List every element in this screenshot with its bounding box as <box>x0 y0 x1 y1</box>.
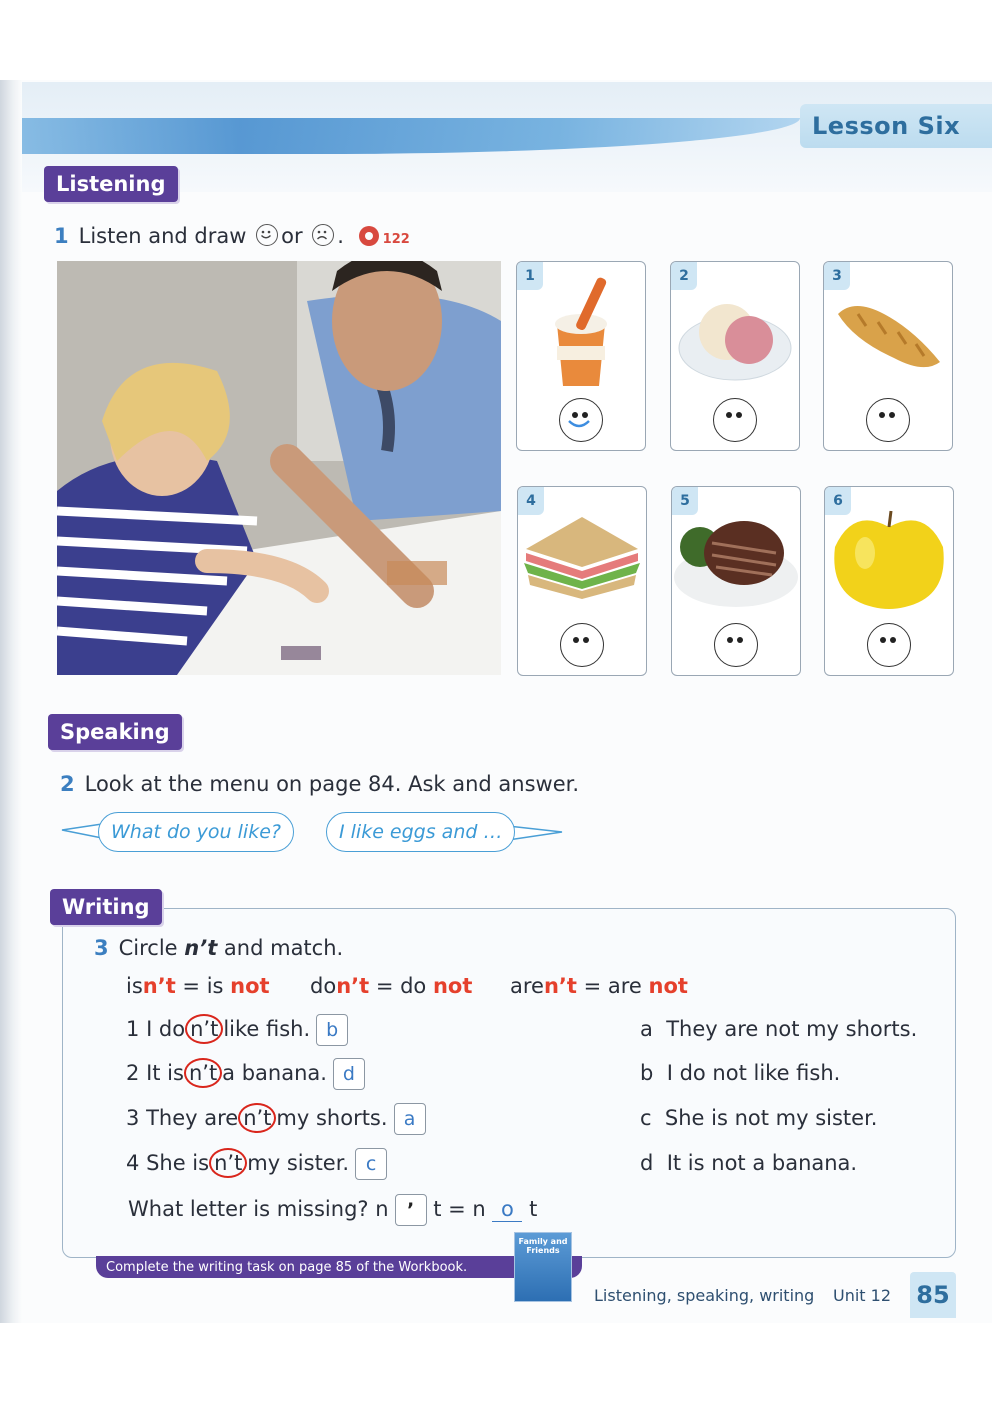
answer-box[interactable]: c <box>355 1148 387 1180</box>
sentence-4: 4 She is n’t my sister. c <box>126 1148 387 1180</box>
unit-label: Unit 12 <box>833 1286 892 1305</box>
listening-label: Listening <box>44 166 178 202</box>
circled-contraction[interactable]: n’t <box>209 1148 247 1178</box>
circled-contraction[interactable]: n’t <box>238 1103 276 1133</box>
audio-cd-icon[interactable] <box>359 226 379 246</box>
option-a: a They are not my shorts. <box>640 1017 918 1041</box>
question-number: 1 <box>54 224 69 248</box>
workbook-note: Complete the writing task on page 85 of the Workbook. <box>96 1256 582 1278</box>
food-card-5 <box>671 486 801 676</box>
missing-letter-question: What letter is missing? n ’ t = n o t <box>128 1194 537 1226</box>
contraction-example-3: aren’t = are not <box>510 974 688 998</box>
apostrophe-box[interactable]: ’ <box>395 1194 427 1226</box>
option-d: d It is not a banana. <box>640 1151 858 1175</box>
contraction-example-2: don’t = do not <box>310 974 473 998</box>
sentence-2: 2 It is n’t a banana. d <box>126 1058 365 1090</box>
food-card-2 <box>670 261 800 451</box>
food-card-6 <box>824 486 954 676</box>
option-c: c She is not my sister. <box>640 1106 878 1130</box>
answer-box[interactable]: a <box>394 1103 426 1135</box>
answer-box[interactable]: d <box>333 1058 365 1090</box>
writing-instruction: 3 Circle n’t and match. <box>94 936 344 960</box>
food-card-4 <box>517 486 647 676</box>
writing-label: Writing <box>50 889 162 925</box>
workbook-cover-icon: Family and Friends <box>514 1232 572 1302</box>
card-number: 4 <box>518 487 544 515</box>
blank-face-icon[interactable] <box>714 623 758 667</box>
answer-box[interactable]: b <box>316 1014 348 1046</box>
blank-face-icon[interactable] <box>713 398 757 442</box>
speaking-label: Speaking <box>48 714 182 750</box>
circled-contraction[interactable]: n’t <box>184 1058 222 1088</box>
sentence-1: 1 I do n’t like fish. b <box>126 1014 348 1046</box>
book-spine-shadow <box>0 80 22 1323</box>
card-number: 6 <box>825 487 851 515</box>
food-card-1 <box>516 261 646 451</box>
missing-letter-answer[interactable]: o <box>492 1197 522 1222</box>
sad-face-icon <box>312 224 334 246</box>
blank-face-icon[interactable] <box>560 623 604 667</box>
card-number: 1 <box>517 262 543 290</box>
lesson-title: Lesson Six <box>812 112 961 140</box>
question-number: 3 <box>94 936 109 960</box>
blank-face-icon[interactable] <box>866 398 910 442</box>
sentence-3: 3 They are n’t my shorts. a <box>126 1103 426 1135</box>
card-number: 2 <box>671 262 697 290</box>
page-margin-bottom <box>0 1323 992 1403</box>
section-caption: Listening, speaking, writing <box>594 1286 815 1305</box>
father-daughter-photo <box>57 261 501 675</box>
lesson-tab <box>800 104 992 148</box>
question-number: 2 <box>60 772 75 796</box>
card-number: 5 <box>672 487 698 515</box>
happy-face-icon <box>256 224 278 246</box>
happy-face-answer-icon[interactable] <box>559 398 603 442</box>
contraction-example-1: isn’t = is not <box>126 974 270 998</box>
speech-bubble-answer: I like eggs and … <box>326 812 515 852</box>
blank-face-icon[interactable] <box>867 623 911 667</box>
listening-instruction: 1 Listen and draw or . 122 <box>54 224 410 248</box>
option-b: b I do not like fish. <box>640 1061 841 1085</box>
food-card-3 <box>823 261 953 451</box>
track-number: 122 <box>382 232 410 247</box>
card-number: 3 <box>824 262 850 290</box>
speech-bubble-question: What do you like? <box>98 812 294 852</box>
circled-contraction[interactable]: n’t <box>185 1014 223 1044</box>
speaking-instruction: 2 Look at the menu on page 84. Ask and answer. <box>60 772 580 796</box>
page-number: 85 <box>910 1272 956 1318</box>
